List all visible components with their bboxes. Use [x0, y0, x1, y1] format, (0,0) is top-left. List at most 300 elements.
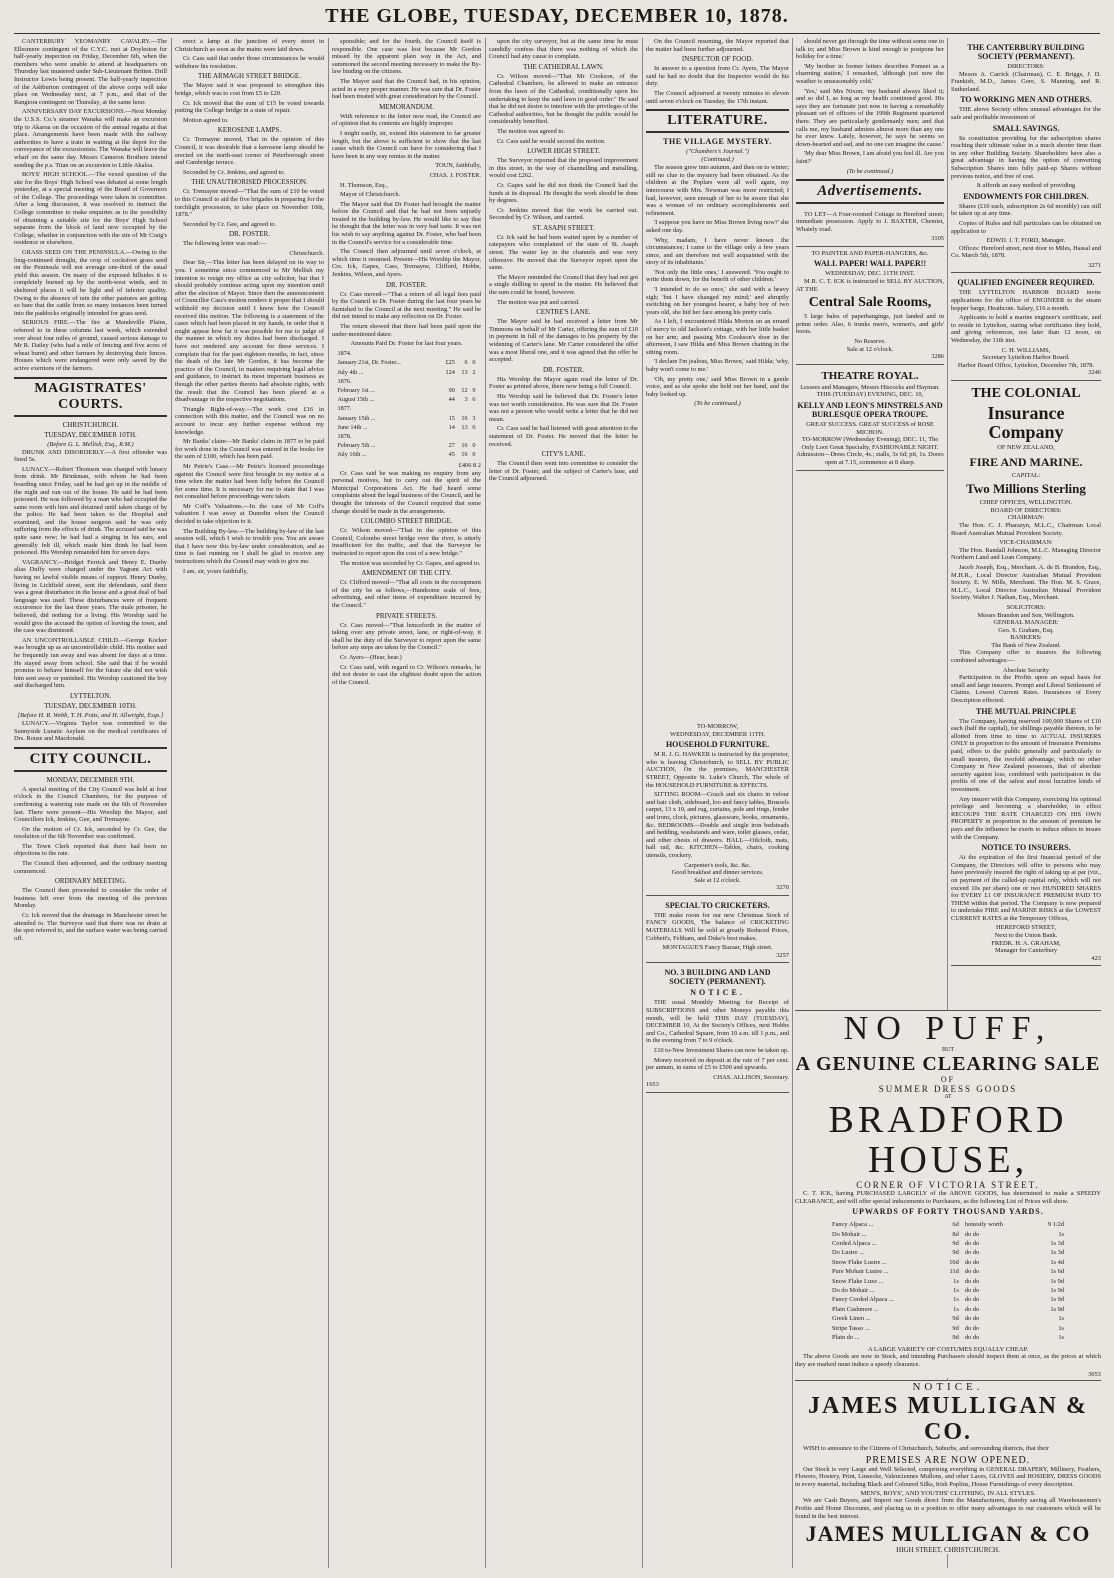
table-row	[337, 395, 477, 404]
ad-date: WEDNESDAY, DEC. 11TH INST.	[825, 270, 915, 278]
subheading: DR. FOSTER.	[542, 365, 585, 374]
council-item: Cr. Clifford moved—"That all costs in the recoupment of the city be as follows,—Handsome scale of fees, advertising, and other items of expenditure incurred by the Council."	[332, 579, 481, 609]
table-cell: 0	[472, 359, 476, 367]
table-cell: 6	[472, 423, 476, 431]
table-cell: 8d	[952, 1230, 959, 1238]
ad-text: FREDK. H. A. GRAHAM,	[991, 939, 1061, 947]
table-cell: 0	[472, 442, 476, 450]
council-item: The Surveyor reported that the proposed improvement in this street, in the way of channelling and metalling, would cost £262.	[489, 157, 638, 180]
table-cell: Do do Mohair ...	[832, 1287, 875, 1295]
letter-body: Triangle Right-of-way.—The work cost £16 in connection with this matter, and the Council was on no account to incur any further expense without my knowledge.	[175, 405, 324, 436]
table-cell: January 15th ...	[337, 414, 376, 422]
ad-text: The Bank of New Zealand.	[991, 641, 1061, 649]
column-1	[14, 38, 167, 1574]
ad-text: Shares (£10 each, subscription 2s 6d monthly) can still be taken up at any time.	[951, 202, 1101, 218]
table-cell: do do	[964, 1324, 980, 1332]
table-cell	[469, 377, 477, 386]
fees-table	[337, 349, 477, 459]
council-item: His Worship the Mayor again read the letter of Dr. Foster as printed above, there now being a full Council.	[489, 375, 638, 391]
ad-text: The Hon. Randall Johnson, M.L.C. Managing Director Northern Land and Loan Company.	[951, 546, 1101, 562]
ad-heading: SPECIAL TO CRICKETERS.	[665, 900, 770, 910]
table-cell: Greek Linen ...	[832, 1315, 871, 1323]
ad-text: BANKERS:	[1010, 634, 1042, 642]
table-cell: Pure Mohair Lustre ...	[832, 1268, 889, 1276]
ad-text: At the expiration of the first financial period of the Company, the Directors will offer to persons who may have previously insured the right of taking up at par (viz., on payment of the called-up capital only, which will not exceed 10s per share) one or two HUNDRED SHARES for EVERY £1 OF INSURANCE PREMIUM PAID TO THEM within that period. The Company is now prepared to undertake FIRE and MARINE RISKS at the LOWEST CURRENT RATES at the Temporary Offices,	[951, 854, 1101, 922]
table-row	[337, 349, 477, 358]
table-cell: 1s	[1058, 1230, 1064, 1238]
table-cell: 1876.	[337, 377, 352, 385]
table-cell	[438, 377, 456, 386]
table-cell: 1s 9d	[1050, 1277, 1064, 1285]
ad-text: C. H. WILLIAMS,	[1001, 346, 1051, 354]
news-item: GRASS SEED ON THE PENINSULA.—Owing to the long-continued drought, the crop of cocksfoot grass seed on the Peninsula will not average one-third of the usual yield this season. On many of the exposed hillsides it is completely burned up by the north-west winds, and in sheltered places it will be light and of inferior quality. Owing to the absence of rain the other pastures are getting so bare that the cattle from so many instances been turned into the paddocks originally intended for grass seed.	[14, 249, 167, 317]
ad-text: M R. J. G. HAWKER is instructed by the proprietor, who is leaving Christchurch, to SELL BY PUBLIC AUCTION, On the premises, MANCHESTER STREET, Opposite St. Luke's Church, The whole of the HOUSEHOLD FURNITURE & EFFECTS.	[646, 751, 789, 789]
column-divider	[328, 38, 329, 1568]
table-cell: 1s 9d	[1050, 1287, 1064, 1295]
story-paragraph: 'I intended to do so once,' she said with a heavy sigh; 'but I have changed my mind;' and abruptly switching on her youngest hearer, a baby boy of two years old, she hid her face among his pretty curls.	[646, 286, 789, 316]
table-cell: 10d	[949, 1258, 959, 1266]
ad-text: This Company offer to insurers the following combined advantages:—	[951, 649, 1101, 665]
table-cell: 1s 3d	[1050, 1249, 1064, 1257]
table-row	[337, 368, 477, 377]
dateline: TUESDAY, DECEMBER 10TH.	[44, 701, 137, 710]
ad-text: SUMMER DRESS GOODS	[878, 1084, 1018, 1094]
table-cell: 1s	[1058, 1315, 1064, 1323]
table-row	[830, 1306, 1066, 1313]
subheading: MEMORANDUM.	[379, 102, 434, 111]
subheading: ST. ASAPH STREET.	[532, 223, 595, 232]
table-cell	[456, 404, 469, 413]
ad-heading: FIRE AND MARINE.	[969, 454, 1083, 469]
table-cell: 1s	[953, 1287, 959, 1295]
council-item: Cr. Ick moved that the drainage in Manchester street be attended to. The Surveyor said that there was no drain at the spot referred to, and the surface water was being carried off.	[14, 912, 167, 942]
table-cell: 9d	[952, 1315, 959, 1323]
ad-heading: JAMES MULLIGAN & CO	[805, 1521, 1091, 1547]
bench: (Before G. L. Mellish, Esq., R.M.)	[47, 440, 134, 448]
ad-text: TO-MORROW (Wednesday Evening), DEC. 11, The Only Loot Great Specialty, FASHIONABLE NIGHT.	[801, 436, 939, 451]
ad-text: Any insurer with this Company, exercising his optional privilege and becoming a shareholder, in effect RECOUPS THE RATE CHARGED ON HIS OWN PROPERTY in proportion to the amount of premium he pays and the influence he exerts to induce others to insure with the Company.	[951, 795, 1101, 841]
table-cell: Fancy Corded Alpaca ...	[832, 1296, 894, 1304]
ad-colonial-insurance	[951, 381, 1101, 966]
table-cell: Plain Cashmere ...	[832, 1305, 879, 1313]
council-item: Cr. Wilson moved—"That Mr Cookson, of the Cathedral Chambers, be allowed to make an entrance from the lawn of the Cathedral, conditionally upon his undertaking to keep the said lawn in good order." He said that he did not desire to interfere with the privileges of the Cathedral authorities, but he thought the public would be considerably benefited.	[489, 72, 638, 126]
table-row	[830, 1259, 1066, 1266]
table-cell: 9d	[952, 1334, 959, 1342]
ad-text: Its constitution providing for the subscription shares reaching their ultimate value in a much shorter time than in any other Building Society. Shareholders have also a great advantage in having the option of converting Subscription Shares into fully paid-up Shares without previous notice, and free of cost.	[951, 134, 1101, 180]
ad-heading: THE MUTUAL PRINCIPLE	[975, 706, 1076, 716]
council-item: On the motion of Cr. Ick, seconded by Cr. Gee, the resolution of the 6th November was confirmed.	[14, 825, 167, 841]
story-title: THE VILLAGE MYSTERY.	[663, 137, 772, 147]
table-row	[337, 441, 477, 450]
table-cell: 13	[461, 368, 468, 376]
council-item: Cr. Tremayne moved—"That the sum of £10 be voted to this Council to aid the five brigades in preparing for the torchlight procession, to take place on November 10th, 1878."	[175, 188, 324, 219]
ad-number: 423	[1091, 954, 1101, 962]
council-item: Cr. Tremayne moved, That in the opinion of this Council, it was desirable that a kerosene lamp should be erected on the north-east corner of Peterborough street and Cambridge terrace.	[175, 136, 324, 167]
letter-signoff: TOUN, faithfully,	[435, 162, 481, 170]
table-total: £406 8 2	[458, 461, 481, 469]
ad-text: Geo. S. Graham, Esq.	[998, 626, 1054, 634]
table-cell: 1s	[953, 1305, 959, 1313]
subheading: DR. FOSTER.	[385, 280, 428, 289]
table-cell	[469, 349, 477, 358]
council-item: The motion was put and carried.	[497, 298, 580, 306]
table-cell	[438, 432, 456, 441]
subheading: COLOMBO STREET BRIDGE.	[360, 517, 453, 526]
dateline: MONDAY, DECEMBER 9TH.	[46, 775, 135, 784]
ad-text: £10 to-New Investment Shares can now be taken up.	[654, 1047, 789, 1054]
council-item: On the Council resuming, the Mayor reported that the matter had been further adjourned.	[646, 38, 789, 53]
table-cell: 1s 6d	[1050, 1268, 1064, 1276]
ad-number: 3257	[776, 951, 789, 959]
ad-text: The Company, having reserved 100,000 Shares of £10 each (half the capital), for shillings payable thereon, to be allotted from time to time to ACTUAL INSURERS ONLY in proportion to the amount of Insurance Premiums paid, offers to the public generally and particularly to small insurers, the twofold advantage, which no other Company in New Zealand possesses, that of absolute security against loss, combined with participation in the profits of one of the safest and most lucrative kinds of investment.	[951, 717, 1101, 793]
story-paragraph: should never get through the time without some one to talk to; and Miss Brown is kind enough to postpone her holiday for a time.'	[796, 38, 944, 61]
subheading: THE CATHEDRAL LAWN.	[523, 62, 604, 71]
council-item: Motion agreed to.	[183, 116, 229, 124]
ad-text: TO-MORROW,	[696, 723, 738, 730]
council-item: The Mayor said that the Council had, in his opinion, acted in a very proper manner. He was sure that Dr. Foster had been treated with great consideration by the Council.	[332, 77, 481, 101]
table-cell: 27	[448, 442, 455, 450]
ad-text: Sale at 12 o'clock.	[846, 345, 894, 353]
ad-text: BUT	[942, 1047, 954, 1053]
council-item: The motion was agreed to.	[497, 127, 565, 135]
letter-addressee: Mayor of Christchurch.	[340, 191, 401, 199]
story-paragraph: 'My brother in former letters describes Pomeet as a charming station,' I remarked, 'although just now the weather is unseasonably cold.'	[796, 62, 944, 85]
ad-text: MEN'S, BOYS', AND YOUTHS' CLOTHING, IN ALL STYLES.	[860, 1490, 1036, 1498]
ad-heading: NO. 3 BUILDING AND LAND SOCIETY (PERMANENT).	[664, 968, 771, 987]
table-cell: Corded Alpaca ...	[832, 1240, 877, 1247]
subheading: DR. FOSTER.	[228, 230, 271, 239]
ad-text: Lessees and Managers, Messrs Hiscocks and Hayman.	[800, 383, 940, 391]
ad-heading: UPWARDS OF FORTY THOUSAND YARDS.	[852, 1207, 1044, 1217]
table-cell: 1s	[953, 1277, 959, 1285]
ad-text: C. T. ICK, having PURCHASED LARGELY of the ABOVE GOODS, has determined to make a SPEEDY CLEARANCE, and will offer special inducements to Purchasers, as the following List of Prices will show.	[795, 1190, 1101, 1205]
subheading: CHRISTCHURCH.	[62, 420, 119, 429]
table-cell: 15	[448, 414, 455, 422]
story-paragraph: As I left, I encountered Hilda Morton on an errand of mercy to old Jackson's cottage, with her little basket on her arm; and passing Mrs Cookson's door in the afternoon, I saw Hilda and Miss Brown chatting in the sitting room.	[646, 318, 789, 356]
ad-text: HEREFORD STREET,	[996, 924, 1056, 932]
ad-text: CHAIRMAN:	[1007, 514, 1045, 522]
table-title: Amounts Paid Dr. Foster for last four years.	[350, 340, 463, 348]
ad-heading: SMALL SAVINGS.	[992, 123, 1060, 133]
ad-text: Next to the Union Bank.	[994, 932, 1058, 940]
ad-to-let	[796, 208, 944, 247]
subheading: CITY'S LANE.	[541, 450, 586, 459]
ad-heading: A GENUINE CLEARING SALE	[795, 1053, 1101, 1075]
council-item: The Mayor said that Dr Foster had brought the matter before the Council and that he had not been unjustly treated in the building by-law. He would like to say that he thought that the letter was in very bad taste. It was not his wish to say anything against Dr. Foster, who had been in the Council's service for a considerable time.	[332, 200, 481, 246]
letter-signature: CHAS. J. FOSTER.	[429, 171, 481, 179]
table-cell: 1877.	[337, 405, 352, 413]
table-cell: 16	[461, 442, 468, 450]
ad-text: Absolute Security	[1003, 666, 1049, 674]
ad-number: 1653	[646, 1081, 659, 1089]
table-row	[337, 358, 477, 367]
subheading: INSPECTOR OF FOOD.	[681, 55, 754, 64]
table-cell: 1s 4d	[1050, 1258, 1064, 1266]
column-divider	[171, 38, 172, 1568]
ad-text: It affords an easy method of providing	[976, 182, 1076, 190]
ad-venue: Central Sale Rooms,	[808, 295, 932, 311]
ad-text: TO LET—A Four-roomed Cottage in Hereford street; immediate possession. Apply to J. BAXTER, Chemist, Whately road.	[796, 210, 944, 233]
ad-text: Messrs A. Carrick (Chairman), C. E. Briggs, J. D. Frankish, M.D., James Gore, S. Manning, and R. Sutherland.	[951, 70, 1101, 93]
news-item: CANTERBURY YEOMANRY CAVALRY.—The Ellesmere contingent of the C.Y.C. met at Doyleston for half-yearly inspection on Friday, December 6th, when the members who were unable to attend at headquarters on Thursday last mustered under Sub-Lieutenant Britten. Drill Instructor Lewis being present. The half-yearly inspection of the Ashburton contingent of the above corps will take place on Wednesday next, at 7 p.m., and that of the Rangiora contingent on Thursday, at the same hour.	[14, 38, 167, 106]
ad-heading: BRADFORD HOUSE,	[828, 1099, 1068, 1181]
table-cell: 1s	[953, 1296, 959, 1304]
court-item: LUNACY.—Virginia Taylor was committed to the Sunnyside Lunatic Asylum on the medical certificates of Drs. Rouse and Macdonald.	[14, 719, 167, 743]
council-item: Cr. Cass said, with regard to Cr. Wilson's remarks, he did not desire to cast the slightest doubt upon the action of the Council.	[332, 663, 481, 686]
council-item: The Mayor reminded the Council that they had not got a single shilling to spend in the matter. He believed that the sum could be found, however.	[489, 273, 638, 297]
ad-heading: QUALIFIED ENGINEER REQUIRED.	[957, 278, 1095, 288]
table-cell: 1s 3d	[1050, 1240, 1064, 1247]
council-item: The Town Clerk reported that there had been no objections to the rate.	[14, 842, 167, 858]
table-cell: 3	[472, 414, 476, 422]
letter-body: Mr Petrie's Case.—Mr Petrie's licensed proceedings against the Council were first brought to my notice at a time when the matter had been fully before the Council for some time. It is necessary for me to state that I was not consulted before proceedings were taken.	[175, 462, 324, 501]
ad-text: M R. C. T. ICK is instructed to SELL BY AUCTION, AT THE	[796, 278, 944, 293]
table-row	[830, 1221, 1066, 1228]
section-heading: MAGISTRATES' COURTS.	[14, 377, 167, 417]
table-cell: July 16th ...	[337, 451, 367, 459]
letter-place: Christchurch.	[289, 249, 324, 257]
table-cell: 9 1/2d	[1047, 1221, 1064, 1229]
table-cell: 2	[472, 368, 476, 376]
table-cell: do do	[964, 1315, 980, 1323]
table-cell: 16	[461, 451, 468, 459]
story-paragraph: 'My dear Miss Brown, I am afraid you feel ill. Are you faint?'	[796, 150, 944, 165]
story-to-be-continued: (To be continued.)	[846, 167, 894, 175]
council-item: Cr. Ayers—(Hear, hear.)	[340, 653, 402, 661]
subheading: LOWER HIGH STREET.	[527, 147, 600, 156]
table-cell: Fancy Alpaca ...	[832, 1221, 874, 1229]
ad-number: 3105	[931, 235, 944, 243]
ad-text: SITTING ROOM—Couch and six chairs in velour and hair cloth, sideboard, loo and fancy tables, Brussels carpet, 13 x 10, and rug, curtains, pole and rings, fender and irons, clock, pictures, glassware, books, ornaments, &c. BEDROOMS—Double and single iron bedsteads and bedding, washstands and ware, toilet glasses, cedar, and other chests of drawers. HALL—Oilcloth, mats, hall rail, &c. KITCHEN—Tables, chairs, cooking utensils, crockery.	[646, 791, 789, 859]
ad-text: THIS (TUESDAY) EVENING, DEC. 10,	[816, 391, 924, 399]
column-3	[332, 38, 481, 1574]
letter-body: Mr Coff's Valuations.—In the case of Mr Coff's valuation I was away at Dunedin when the Council decided to take objection to it.	[175, 502, 324, 526]
council-item: The return showed that there had been paid upon the under-mentioned dates:	[332, 323, 481, 338]
masthead: THE GLOBE, TUESDAY, DECEMBER 10, 1878.	[325, 5, 789, 27]
table-cell: 9	[472, 387, 476, 394]
story-paragraph: The season grew into autumn, and then on to winter; still no clue to the mystery had been obtained. As the children at the Poplars were all well again, my intercourse with Mrs. Newman was more restricted; I had, however, seen enough of her to be aware that she was a woman of no ordinary accomplishments and refinement.	[646, 164, 789, 217]
council-item: Cr. Jenkins moved that the work be carried out. Seconded by Cr. Wilson, and carried.	[489, 206, 638, 222]
ad-text: CORNER OF VICTORIA STREET.	[856, 1180, 1040, 1190]
section-heading: CITY COUNCIL.	[14, 747, 167, 772]
table-cell: 1878.	[337, 433, 352, 441]
news-item: BOYS' HIGH SCHOOL.—The vexed question of the site for the Boys' High School was debated at some length yesterday, at a special meeting of the Board of Governors of the College. The proceedings were taken in committee. After a long discussion, it was resolved to instruct the College committee to make enquiries as to the possibility of obtaining a suitable site for the Boys' High School separate from the block of land now occupied by the College, whether in conjunction with the site of Mr Craig's residence or elsewhere.	[14, 171, 167, 247]
council-item: Seconded by Cr. Gee, and agreed to.	[183, 220, 277, 228]
ad-heading: Insurance Company	[987, 403, 1065, 442]
table-cell: honestly worth	[964, 1221, 1003, 1229]
ad-clearing-sale	[795, 1010, 1101, 1378]
table-cell	[469, 404, 477, 413]
table-cell: 3	[464, 396, 468, 404]
table-row	[337, 414, 477, 423]
council-item: Cr. Cass moved—"That a return of all legal fees paid by the Council to Dr. Foster during the last four years be furnished to the Council at the next meeting." He said he did not intend to make any reflection on Dr. Foster.	[332, 290, 481, 321]
ad-text: Applicants to hold a marine engineer's certificate, and to reside in Lyttelton, stating what certificates they hold, and giving references, not later than 12 noon, on Wednesday, the 11th inst.	[951, 314, 1101, 345]
ad-text: VICE-CHAIRMAN:	[999, 539, 1053, 547]
table-cell: 1s 9d	[1050, 1305, 1064, 1313]
ad-subheading: DIRECTORS:	[1007, 63, 1045, 70]
table-row	[830, 1278, 1066, 1285]
ad-text: Harbor Board Office, Lyttelton, December 7th, 1878.	[957, 361, 1095, 369]
dateline: TUESDAY, DECEMBER 10TH.	[44, 430, 137, 439]
council-item: With reference to the letter now read, the Council are of opinion that its contents are highly improper.	[332, 112, 481, 128]
story-paragraph: 'I suppose you have no Miss Brown living now?' she asked one day.	[646, 219, 789, 234]
ads-heading: Advertisements.	[796, 179, 944, 204]
council-item: erect a lamp at the junction of every street in Christchurch as soon as the mains were laid down.	[175, 38, 324, 53]
news-item: ANNIVERSARY DAY EXCURSIONS.—Next Monday the U.S.S. Co.'s steamer Wanaka will make an excursion trip to Akaroa on the occasion of the annual regatta at that place. Arrangements have been made with the railway authorities to have a train in waiting at the depot for the conveyance of the excursionists. The Wanaka will leave the wharf on the same day. Messrs Cameron Brothers intend sending the p.s. Titan on an excursion to Little Akaloa.	[14, 108, 167, 169]
ad-text: Sale at 12 o'clock.	[694, 876, 741, 884]
ad-heading: JAMES MULLIGAN & CO.	[807, 1393, 1088, 1445]
table-cell: Snow Flake Lustre ...	[832, 1258, 887, 1266]
ad-heading: WALL PAPER! WALL PAPER!!	[813, 259, 927, 269]
table-cell: January 21st, Dr. Foster...	[337, 359, 401, 367]
ad-text: Offices: Hereford street, next door to Miles, Hassal and Co. March 5th, 1878.	[951, 244, 1101, 260]
council-item: Cr. Ick said he had been waited upon by a number of ratepayers who complained of the state of St. Asaph street. The water lay in the channels and was very offensive. He moved that the Surveyor report upon the same.	[489, 233, 638, 272]
table-cell: do do	[964, 1296, 980, 1304]
council-item: Cr. Cass said that under those circumstances he would withdraw his resolution.	[175, 55, 324, 70]
ad-text: EDWD. J. T. FORD, Manager.	[986, 237, 1066, 245]
council-item: A special meeting of the City Council was held at four o'clock in the Council Chambers, for the purpose of confirming a watering rate made on the 6th of November last. There were present—His Worship the Mayor, and Councillors Ick, Jenkins, Gee, and Tremayne.	[14, 785, 167, 824]
table-cell: June 14th ...	[337, 423, 368, 431]
subheading: KEROSENE LAMPS.	[217, 126, 282, 135]
column-divider	[485, 38, 486, 1568]
ad-text: SOLICITORS:	[1006, 603, 1046, 611]
table-row	[337, 423, 477, 432]
table-row	[337, 450, 477, 459]
ad-text: We are Cash Buyers, and Import our Goods direct from the Manufacturers, thereby saving all Warehousemen's Profits and Home Discounts, and placing us in a position to offer many advantages to our customers which will be found in the best interest.	[795, 1497, 1101, 1520]
subheading: THE ARMAGH STREET BRIDGE.	[198, 72, 301, 81]
council-item: The Mayor said he had received a letter from Mr Timmons on behalf of Mr Carter, offering the sum of £10 in payment in full of the damages to his property by the widening of Carter's lane. Mr Carter considered the offer was a most liberal one, and it was agreed that the offer be accepted.	[489, 318, 638, 364]
ad-text: Jacob Joseph, Esq., Merchant. A. de B. Brandon, Esq., M.H.R., Local Director Australian Mutual Provident Society. E. W. Mills, Merchant. The Hon. M. S. Grace, M.L.C., Local Director Australian Mutual Provident Society. Walter J. Nathan, Esq., Merchant.	[951, 563, 1101, 602]
letter-body: Dear Sir,—This letter has been delayed on its way to you. I sometime since commenced to Mr Mellish my intention to resign my office as city solicitor, but that I should probably continue acting upon my intention until after the election of Mayor. Since then the announcement of Councillor Cass's motion renders it proper that I should withhold my decision until I know how the Council received this motion. The following is a statement of the cases which had been placed in my hands, in order that it might appear how far it was possible for me to judge of the manner in which my duties had been discharged. I have not rendered any account for these services. I complain that for the past eighteen months, in fact, since the death of the late Mr Gordon, it has become the practice of the Council, in matters requiring legal advice and guidance, to instruct its most important business as though the other parties thereto had absolute rights, with the result that the Council has been placed at a disadvantage in the respective negotiations.	[175, 259, 324, 404]
ad-text: BOARD OF DIRECTORS:	[990, 506, 1062, 514]
table-cell: Plain do ...	[832, 1334, 860, 1342]
table-cell: do do	[964, 1268, 980, 1276]
ad-text: KELLY AND LEON'S MINSTRELS AND BURLESQUE OPERA TROUPE.	[797, 401, 943, 419]
table-cell: 124	[445, 368, 455, 376]
ad-text: HIGH STREET, CHRISTCHURCH.	[896, 1546, 1000, 1555]
table-cell: Snow Flake Luxe ...	[832, 1277, 884, 1285]
ad-number: 3271	[1088, 261, 1101, 269]
story-paragraph: 'I declare I'm jealous, Miss Brown,' said Hilda; 'why, baby won't come to me.'	[646, 358, 789, 373]
ad-heading: NOTICE.	[912, 1381, 984, 1393]
ad-text: CHIEF OFFICES, WELLINGTON.	[979, 499, 1073, 507]
table-row	[337, 432, 477, 441]
table-cell: do do	[964, 1277, 980, 1285]
story-to-be-continued: (To be continued.)	[694, 400, 741, 408]
ad-heading: ENDOWMENTS FOR CHILDREN.	[963, 191, 1089, 201]
ad-text: MONTAGUE'S Fancy Bazaar, High street.	[662, 944, 773, 952]
table-cell: 1874.	[337, 350, 352, 358]
ad-text: OF NEW ZEALAND,	[997, 444, 1055, 451]
ad-text: No Reserve.	[854, 338, 886, 346]
table-cell: August 15th ...	[337, 396, 375, 404]
letter-body: Mr Banks' claim—Mr Banks' claim in 1877 to be paid for work done in the Council was entered in the books for the sum of £100, which has been paid.	[175, 438, 324, 461]
ad-text: Admission—Dress Circle, 4s.; stalls, 3s 6d; pit, 1s. Doors open at 7.15, commence at 8 sharp.	[796, 451, 944, 466]
subheading: PRIVATE STREETS.	[376, 611, 437, 620]
table-cell	[456, 349, 469, 358]
table-row	[337, 404, 477, 413]
ad-text: Carpenter's tools, &c. &c.	[684, 861, 751, 869]
table-cell: 16	[461, 414, 468, 422]
table-row	[830, 1325, 1066, 1332]
ad-heading: Two Millions Sterling	[966, 481, 1086, 497]
subheading: LYTTELTON.	[69, 691, 112, 700]
table-cell: do do	[964, 1240, 980, 1247]
ad-number: 3270	[776, 884, 789, 892]
ad-number: 3286	[931, 353, 944, 361]
council-item: upon the city surveyor, but at the same time he must candidly confess that there was nothing of which the Council had any cause to complain.	[489, 38, 638, 61]
table-cell: 6	[464, 359, 468, 367]
story-source: ("Chambers's Journal.")	[686, 148, 749, 156]
ad-date: WEDNESDAY, DECEMBER 11TH.	[670, 730, 765, 738]
price-table	[828, 1219, 1068, 1343]
table-row	[830, 1296, 1066, 1303]
ad-text: Secretary Lyttelton Harbor Board.	[982, 354, 1070, 362]
court-item: AN UNCONTROLLABLE CHILD.—George Kocker was brought up as an uncontrollable child. His mother said he frequently ran away and was absent for days at a time. He stayed away from school. She said that if he would promise to behave himself for the future she did not wish him sent away or punished. His Worship cautioned the boy and discharged him.	[14, 636, 167, 690]
ad-cricketers	[646, 896, 789, 964]
ad-text: A LARGE VARIETY OF COSTUMES EQUALLY CHEAP.	[867, 1346, 1029, 1354]
ad-text: Messrs Brandon and Son, Wellington.	[977, 611, 1075, 619]
ad-text: THE LYTTELTON HARBOR BOARD invite applications for the office of ENGINEER to the steam hopper barge, Heathcote. Salary, £16 a month.	[951, 289, 1101, 312]
column-divider	[792, 38, 793, 1568]
ad-heading: NO PUFF,	[843, 1010, 1053, 1047]
bench: [Before H. R. Webb, T. H. Potts, and H. Allwright, Esqs.]	[17, 711, 164, 719]
ad-building-society	[951, 38, 1101, 273]
story-paragraph: 'Yes,' said Mrs Nixon; 'my husband always liked it; and so did I, as long as my health continued good. His says they are fortunate just now in having a remarkably pleasant set of officers of the 199th Regiment quartered there. They are particularly gentlemanly men; and that calls me, my husband admires almost more than any one he ever knew. Lately, however, he says he seems so down-hearted and sad, and no one can imagine the cause.'	[796, 87, 944, 148]
story-paragraph: 'Oh, my pretty one,' said Miss Brown in a gentle voice, and as she spoke she held out her hand, and the baby looked up.	[646, 375, 789, 398]
section-heading: LITERATURE.	[646, 109, 789, 133]
table-cell	[469, 432, 477, 441]
table-cell: 14	[448, 423, 455, 431]
subheading: THE UNAUTHORISED PROCESSION.	[191, 178, 308, 187]
table-cell: 6	[472, 396, 476, 404]
table-cell: do do	[964, 1287, 980, 1295]
table-cell: Do Mohair ...	[832, 1230, 867, 1238]
column-6	[796, 38, 944, 998]
letter-body: I might easily, sir, extend this statement to far greater length, but the above is sufficient to show that the last cause which the Council can have for considering that I have been in any way remiss in the matter.	[332, 129, 481, 160]
table-cell: 13	[461, 423, 468, 431]
table-cell: do do	[964, 1334, 980, 1342]
ad-heading: THEATRE ROYAL.	[821, 369, 919, 382]
ad-text: Our Stock is very Large and Well Selected, comprising everything in GENERAL DRAPERY, Millinery, Feathers, Flowers, Hosiery, Print, Linsecke, Valenciennes Mullons, and other Laces, GLOVES and HOSIERY, DRESS GOODS in every material, including Black and Coloured Silks, Irish Poplins, House Furnishings of every description.	[795, 1465, 1101, 1488]
ad-land-society	[646, 963, 789, 1093]
letter-addressee: H. Thomson, Esq.,	[340, 181, 388, 189]
story-paragraph: 'Why, madam, I have never known the circumstances; I came to the village only a few years since, and am therefore not well acquainted with the story of its inhabitants.'	[646, 236, 789, 267]
table-cell: Do Lustre ...	[832, 1249, 865, 1257]
table-row	[337, 377, 477, 386]
letter-body: I am, sir, yours faithfully,	[183, 567, 248, 575]
ad-text: OF	[940, 1075, 956, 1084]
ad-text: THE usual Monthly Meeting for Receipt of SUBSCRIPTIONS and other Moneys payable this month, will be held THIS DAY (TUESDAY), DECEMBER 10, At the Society's Offices, next Hobbs and Co., Cathedral Square, from 10 a.m. till 1 p.m., and in the evening from 7 to 9 o'clock.	[646, 999, 789, 1045]
table-row	[830, 1315, 1066, 1322]
story-paragraph: 'Not only the little ones,' I answered. 'You ought to write them down, for the benefit of other children.'	[646, 268, 789, 284]
council-item: His Worship said he believed that Dr. Foster's letter was not worth consideration. He was sure that Dr. Foster was not a person who would write a letter that he did not mean.	[489, 392, 638, 423]
table-row	[830, 1240, 1066, 1247]
ad-text: WISH to announce to the Citizens of Christchurch, Suburbs, and surrounding districts, that their	[803, 1445, 1049, 1452]
table-row	[830, 1268, 1066, 1275]
table-cell: do do	[964, 1258, 980, 1266]
ad-text: The Hon. C. J. Pharazyn, M.L.C., Chairman Local Board Australian Mutual Provident Society.	[951, 521, 1101, 537]
table-cell: 0	[472, 451, 476, 459]
ad-number: 3053	[1088, 1370, 1101, 1378]
table-row	[830, 1287, 1066, 1294]
council-item: Cr. Cass said he would second the motion.	[497, 137, 606, 145]
council-item: The Council then went into committee to consider the letter of Dr. Foster, and the subject of Carter's lane, and the Council adjourned.	[489, 460, 638, 483]
council-item: Cr. Cass said he was making no enquiry from any personal motives, but to carry out the spirit of the Municipal Corporations Act. He had heard some complaints about the legal business of the Council, and he thought the interests of the Council required that some change should be made in the arrangements.	[332, 469, 481, 515]
ad-text: CAPITAL:	[1011, 471, 1041, 479]
column-divider	[642, 38, 643, 1568]
column-2	[175, 38, 324, 1574]
